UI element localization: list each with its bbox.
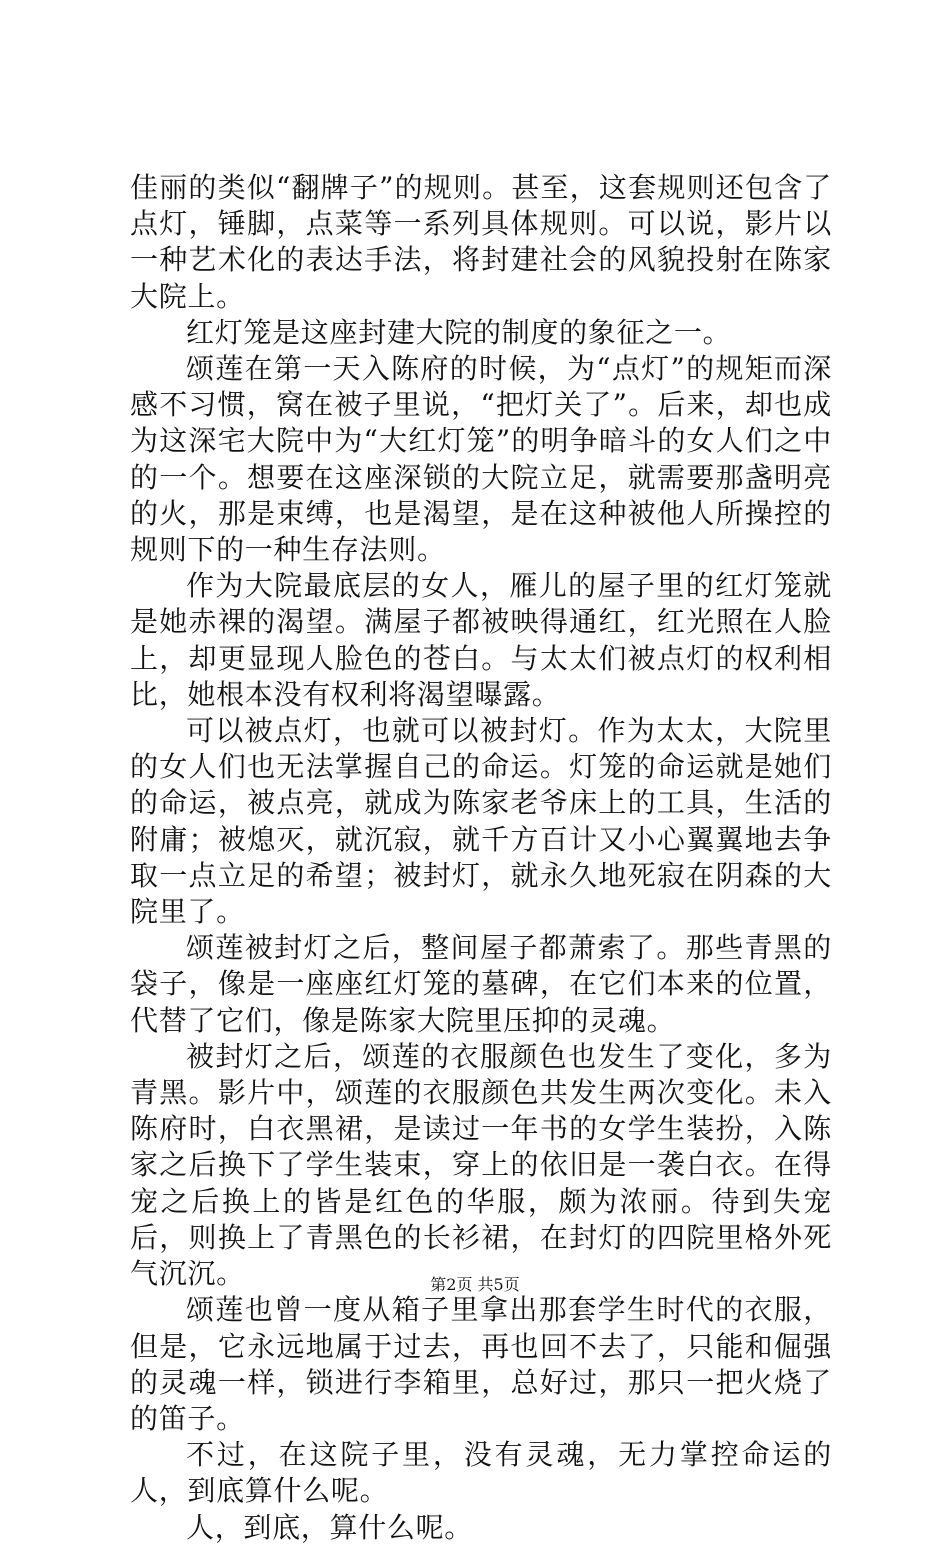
paragraph-continuation: 佳丽的类似“翻牌子”的规则。甚至，这套规则还包含了点灯，锤脚，点菜等一系列具体规则。可以说，影片以一种艺术化的表达手法，将封建社会的风貌投射在陈家大院上。 [130, 171, 832, 313]
paragraph: 颂莲也曾一度从箱子里拿出那套学生时代的衣服，但是，它永远地属于过去，再也回不去了，只能和倔强的灵魂一样，锁进行李箱里，总好过，那只一把火烧了的笛子。 [130, 1293, 832, 1435]
paragraph: 作为大院最底层的女人，雁儿的屋子里的红灯笼就是她赤裸的渴望。满屋子都被映得通红，红光照在人脸上，却更显现人脸色的苍白。与太太们被点灯的权利相比，她根本没有权利将渴望曝露。 [130, 569, 832, 711]
paragraph: 颂莲被封灯之后，整间屋子都萧索了。那些青黑的袋子，像是一座座红灯笼的墓碑，在它们本来的位置，代替了它们，像是陈家大院里压抑的灵魂。 [130, 931, 832, 1037]
paragraph: 红灯笼是这座封建大院的制度的象征之一。 [186, 315, 732, 349]
page-number-footer: 第2页 共5页 [430, 1275, 520, 1294]
paragraph: 可以被点灯，也就可以被封灯。作为太太，大院里的女人们也无法掌握自己的命运。灯笼的命运就是她们的命运，被点亮，就成为陈家老爷床上的工具，生活的附庸；被熄灭，就沉寂，就千方百计又小心翼翼地去争取一点立足的希望；被封灯，就永久地死寂在阴森的大院里了。 [130, 714, 832, 929]
paragraph: 颂莲在第一天入陈府的时候，为“点灯”的规矩而深感不习惯，窝在被子里说，“把灯关了”。后来，却也成为这深宅大院中为“大红灯笼”的明争暗斗的女人们之中的一个。想要在这座深锁的大院立足，就需要那盏明亮的火，那是束缚，也是渴望，是在这种被他人所操控的规则下的一种生存法则。 [130, 352, 832, 567]
paragraph: 不过，在这院子里，没有灵魂，无力掌控命运的人，到底算什么呢。 [130, 1438, 832, 1508]
paragraph: 人，到底，算什么呢。 [186, 1510, 474, 1544]
document-body [130, 170, 832, 1546]
paragraph: 被封灯之后，颂莲的衣服颜色也发生了变化，多为青黑。影片中，颂莲的衣服颜色共发生两次变化。未入陈府时，白衣黑裙，是读过一年书的女学生装扮，入陈家之后换下了学生装束，穿上的依旧是一袭白衣。在得宠之后换上的皆是红色的华服，颇为浓丽。待到失宠后，则换上了青黑色的长衫裙，在封灯的四院里格外死气沉沉。 [130, 1039, 832, 1291]
